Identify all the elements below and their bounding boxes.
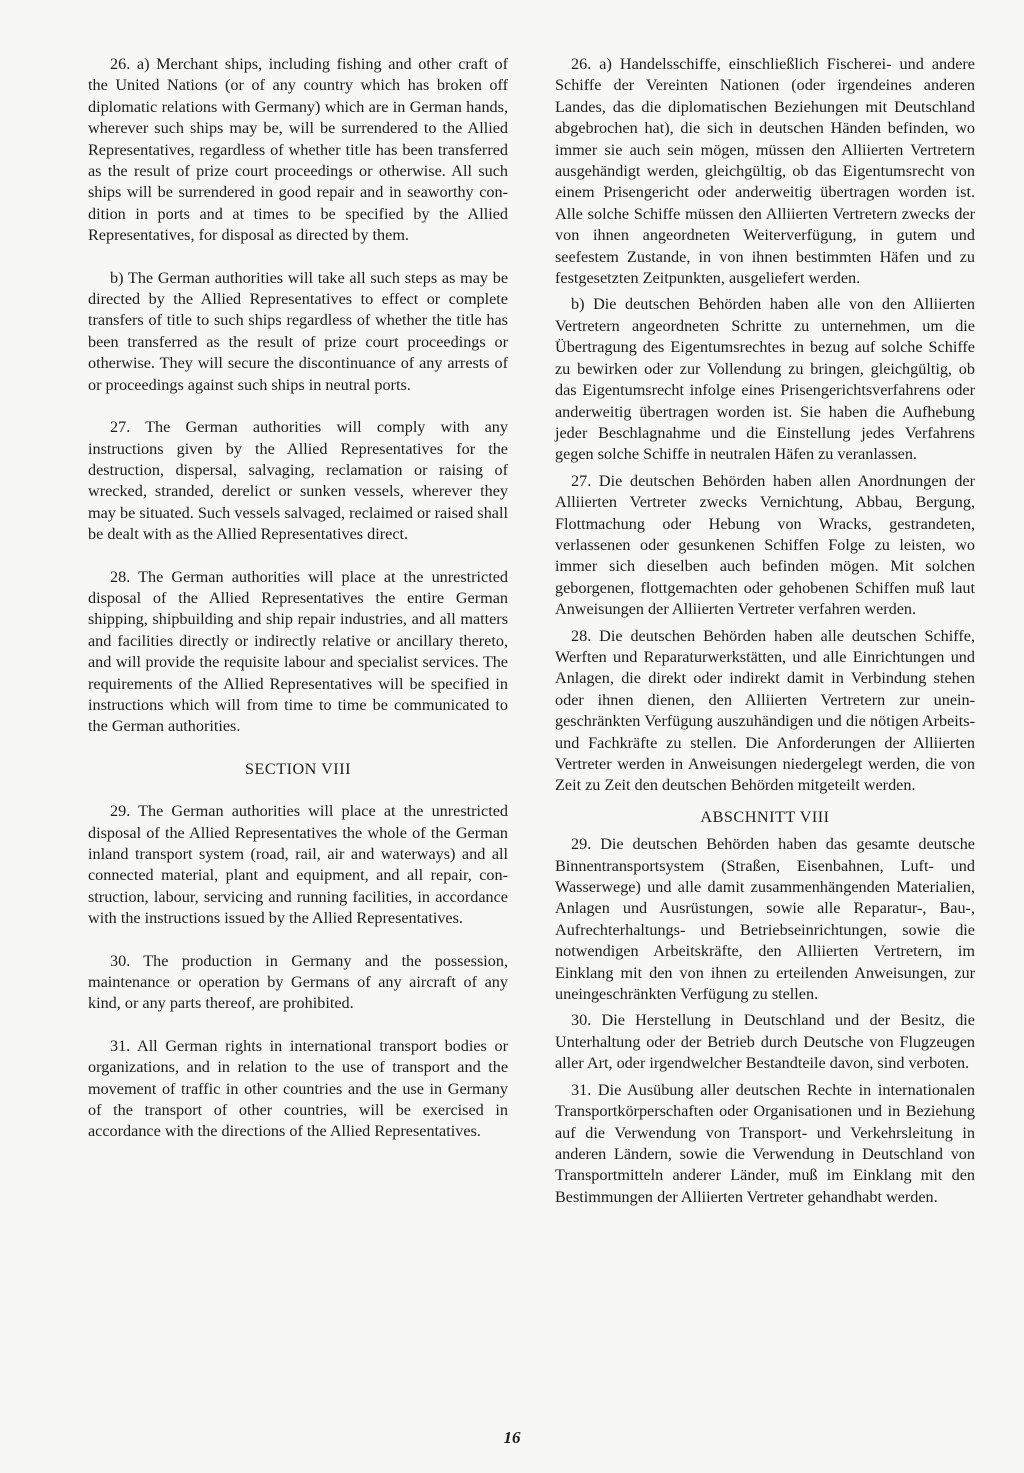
en-paragraph-28: 28. The German authorities will place at the unrestricted disposal of the Allied Representatives the entire German shipping, shipbuilding and ship repair industries, and all matters and facilities directly or indirectly relative or ancillary thereto, and will provide the requisite labour and specialist services. The requirements of the Allied Representatives will be specified in instructions which will from time to time be communicated to the German authorities. [88,567,508,736]
de-section-heading: ABSCHNITT VIII [700,807,830,826]
page-number: 16 [503,1428,521,1447]
en-paragraph-31: 31. All German rights in international transport bodies or organizations, and in relation to the use of transport and the movement of traffic in other countries and the use in Germany of the transport of other countries, will be exercised in accordance with the directions of the Allied Representatives. [88,1036,508,1141]
en-paragraph-27: 27. The German authorities will comply with any instructions given by the Allied Representatives for the destruction, dispersal, salvaging, reclamation or raising of wrecked, stranded, derelict or sunken vessels, wherever they may be situated. Such vessels salvaged, reclaimed or raised shall be dealt with as the Allied Representatives direct. [88,418,508,544]
en-paragraph-26b: b) The German authorities will take all such steps as may be directed by the Allied Representatives to effect or complete transfers of title to such ships regardless of whether the title has been transferred as the result of prize court proceedings or otherwise. They will secure the discontinuance of any arrests of or proceedings against such ships in neutral ports. [88,268,508,394]
de-paragraph-27: 27. Die deutschen Behörden haben allen Anordnungen der Alliierten Vertreter zwecks Vernichtung, Abbau, Bergung, Flottmachung oder Hebung von Wracks, gestrandeten, verlassenen oder gesunkenen Schiffen Folge zu leisten, wo immer sich dieselben auch befinden mögen. Mit solchen geborgenen, flottgemachten oder gehobenen Schiffen muß laut Anweisungen der Alliierten Vertreter verfahren werden. [555,471,975,619]
en-paragraph-29: 29. The German authorities will place at the unrestricted disposal of the Allied Representatives the whole of the German inland transport system (road, rail, air and waterways) and all connected material, plant and equipment, and all repair, construction, labour, servicing and running facilities, in accordance with the instructions issued by the Allied Representatives. [88,802,508,928]
de-paragraph-26b: b) Die deutschen Behörden haben alle von den Alliierten Vertretern angeordneten Schritte zu unternehmen, um die Übertragung des Eigentumsrechtes in bezug auf solche Schiffe zu bewirken oder zur Vollendung zu bringen, gleichgültig, ob das Eigentumsrecht infolge eines Prisengerichtsverfahrens oder anderweitig übertragen worden ist. Sie haben die Aufhebung jeder Beschlagnahme und die Einstellung jedes Verfahrens gegen solche Schiffe in neutralen Häfen zu veranlassen. [555,295,975,464]
en-section-heading: SECTION VIII [245,759,351,778]
en-paragraph-30: 30. The production in Germany and the possession, maintenance or operation by Germans of any aircraft of any kind, or any parts thereof, are prohibited. [88,951,508,1013]
de-paragraph-28: 28. Die deutschen Behörden haben alle deutschen Schiffe, Werften und Reparaturwerkstätten, und alle Einrichtungen und Anlagen, die direkt oder indirekt damit in Verbindung stehen oder ihnen dienen, den Alliierten Vertretern zur uneingeschränkten Verfügung auszuhändigen und die nötigen Arbeits- und Fachkräfte zu stellen. Die Anforderungen der Alliierten Vertreter werden in Anweisungen niedergelegt werden, die von Zeit zu Zeit den deutschen Behörden mitgeteilt werden. [555,626,975,795]
english-column [88,54,508,1164]
en-paragraph-26a: 26. a) Merchant ships, including fishing and other craft of the United Nations (or of any country which has broken off diplomatic relations with Germany) which are in German hands, wherever such ships may be, will be surrendered to the Allied Representatives, regardless of whether title has been transferred as the result of prize court proceedings or otherwise. All such ships will be surrendered in good repair and in seaworthy condition in ports and at times to be specified by the Allied Representatives, for disposal as directed by them. [88,55,508,245]
de-paragraph-29: 29. Die deutschen Behörden haben das gesamte deutsche Binnentransportsystem (Straßen, Eisenbahnen, Luft- und Wasserwege) und alle damit zusammenhängenden Materialien, Anlagen und Ausrüstungen, sowie alle Reparatur-, Bau-, Aufrechterhaltungs- und Betriebseinrichtungen, sowie die notwendigen Arbeitskräfte, den Alliierten Vertretern, im Einklang mit den von ihnen zu erteilenden Anweisungen, zur uneingeschränkten Verfügung zu stellen. [555,835,975,1004]
de-paragraph-26a: 26. a) Handelsschiffe, einschließlich Fischerei- und andere Schiffe der Vereinten Nationen (oder irgendeines anderen Landes, das die diplomatischen Beziehungen mit Deutschland abgebrochen hat), die sich in deutschen Händen befinden, wo immer sie auch sein mögen, müssen den Alliierten Vertretern ausgehändigt werden, gleichgültig, ob das Eigentumsrecht von einem Prisengericht oder anderweitig übertragen worden ist. Alle solche Schiffe müssen den Alliierten Vertretern zwecks der von ihnen angeordneten Weiterverfügung, in gutem und seefestem Zustande, in von ihnen bestimmten Häfen und zu festgesetzten Zeitpunkten, ausgeliefert werden. [555,55,975,288]
de-paragraph-30: 30. Die Herstellung in Deutschland und der Besitz, die Unterhaltung oder der Betrieb durch Deutsche von Flugzeugen aller Art, oder irgendwelcher Bestandteile davon, sind verboten. [555,1011,975,1073]
german-column [555,54,975,1213]
de-paragraph-31: 31. Die Ausübung aller deutschen Rechte in internationalen Transportkörperschaften oder Organisationen und in Beziehung auf die Verwendung von Transport- und Verkehrsleitung in anderen Ländern, sowie die Verwendung in Deutschland von Transportmitteln anderer Länder, muß im Einklang mit den Bestimmungen der Alliierten Vertreter gehandhabt werden. [555,1080,975,1206]
